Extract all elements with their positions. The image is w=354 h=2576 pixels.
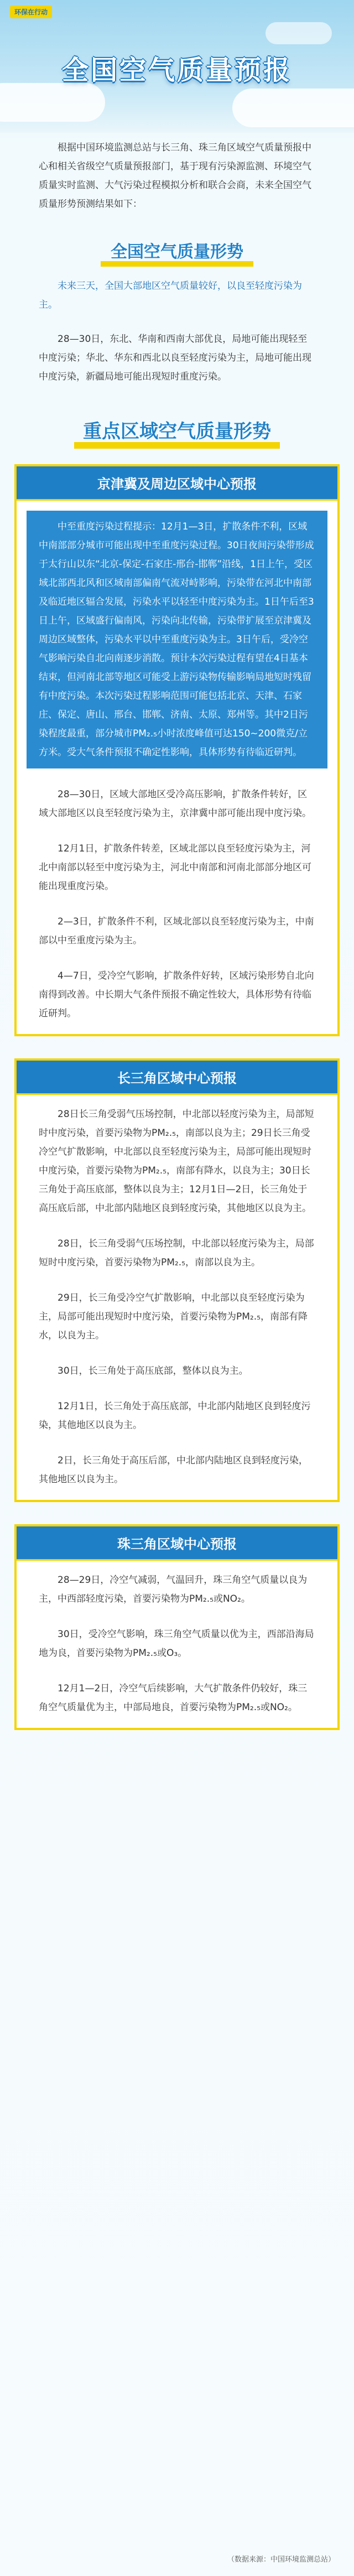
jjj-forecast-box xyxy=(14,464,340,1036)
yrd-paragraph: 2日，长三角处于高压后部，中北部内陆地区良到轻度污染，其他地区以良为主。 xyxy=(39,1455,308,1485)
yrd-paragraph: 28日长三角受弱气压场控制，中北部以轻度污染为主，局部短时中度污染，首要污染物为PM₂.₅，南部以良为主；29日长三角受冷空气扩散影响，中北部以良至轻度污染为主，局部可能出现短时中度污染，首要污染物为PM₂.₅，南部有降水，以良为主；30日长三角处于高压底部，整体以良为主；12月1日—2日，长三角处于高压底后部，中北部内陆地区良到轻度污染，其他地区以良为主。 xyxy=(39,1109,314,1214)
yrd-paragraph: 28日，长三角受弱气压场控制，中北部以轻度污染为主，局部短时中度污染，首要污染物为PM₂.₅，南部以良为主。 xyxy=(39,1238,314,1268)
jjj-paragraph: 2—3日，扩散条件不利，区域北部以良至轻度污染为主，中南部以中至重度污染为主。 xyxy=(39,916,314,946)
jjj-paragraph: 12月1日，扩散条件转差，区域北部以良至轻度污染为主，河北中南部以轻至中度污染为主，河北中南部和河南北部部分地区可能出现重度污染。 xyxy=(39,843,311,892)
jjj-forecast-body xyxy=(27,511,327,1023)
cloud-decoration xyxy=(0,83,105,122)
national-summary: 未来三天，全国大部地区空气质量较好，以良至轻度污染为主。 xyxy=(39,281,302,310)
yrd-paragraph: 30日，长三角处于高压底部，整体以良为主。 xyxy=(58,1365,248,1377)
yrd-forecast-body xyxy=(27,1105,327,1489)
data-source-note: （数据来源：中国环境监测总站） xyxy=(227,2556,335,2564)
jjj-paragraph: 4—7日，受冷空气影响，扩散条件好转，区域污染形势自北向南得到改善。中长期大气条件预报不确定性较大，具体形势有待临近研判。 xyxy=(39,970,314,1019)
prd-forecast-box xyxy=(14,1524,340,1730)
national-section-heading xyxy=(0,238,354,267)
jjj-forecast-title: 京津冀及周边区域中心预报 xyxy=(17,466,337,501)
intro-paragraph: 根据中国环境监测总站与长三角、珠三角区域空气质量预报中心和相关省级空气质量预报部门，基于现有污染源监测、环境空气质量实时监测、大气污染过程模拟分析和联合会商，未来全国空气质量形势预测结果如下： xyxy=(39,142,311,210)
header-banner xyxy=(0,0,354,133)
prd-paragraph: 30日，受冷空气影响，珠三角空气质量以优为主，西部沿海局地为良，首要污染物为PM₂.₅或O₃。 xyxy=(39,1629,314,1659)
prd-forecast-body xyxy=(27,1571,327,1717)
yrd-forecast-title: 长三角区域中心预报 xyxy=(17,1061,337,1095)
yrd-paragraph: 12月1日，长三角处于高压底部，中北部内陆地区良到轻度污染，其他地区以良为主。 xyxy=(39,1401,311,1431)
jjj-paragraph: 28—30日，区域大部地区受冷高压影响，扩散条件转好，区域大部地区以良至轻度污染为主，京津冀中部可能出现中度污染。 xyxy=(39,789,311,819)
cloud-decoration xyxy=(232,89,354,127)
yrd-paragraph: 29日，长三角受冷空气扩散影响，中北部以良至轻度污染为主，局部可能出现短时中度污染，首要污染物为PM₂.₅，南部有降水，以良为主。 xyxy=(39,1292,308,1341)
column-tag: 环保在行动 xyxy=(10,6,52,18)
cloud-decoration xyxy=(266,22,332,44)
prd-paragraph: 28—29日，冷空气减弱，气温回升，珠三角空气质量以良为主，中西部轻度污染，首要污染物为PM₂.₅或NO₂。 xyxy=(39,1575,308,1604)
prd-forecast-title: 珠三角区域中心预报 xyxy=(17,1526,337,1561)
regional-section-heading xyxy=(0,416,354,449)
yrd-forecast-box xyxy=(14,1058,340,1502)
jjj-pollution-alert: 中至重度污染过程提示：12月1—3日，扩散条件不利，区域中南部部分城市可能出现中至重度污染过程。30日夜间污染带形成于太行山以东“北京-保定-石家庄-邢台-邯郸”沿线，1日上午，受区域北部西北风和区域南部偏南气流对峙影响，污染带在河北中南部及临近地区辐合发展，污染水平以轻至中度污染为主。1日午后至3日上午，区域盛行偏南风，污染向北传输，污染带扩展至京津冀及周边区域整体，污染水平以中至重度污染为主。3日午后，受冷空气影响污染自北向南逐步消散。预计本次污染过程有望在4日基本结束，但河南北部等地区可能受上游污染物传输影响局地短时残留有中度污染。本次污染过程影响范围可能包括北京、天津、石家庄、保定、唐山、邢台、邯郸、济南、太原、郑州等。其中2日污染程度最重，部分城市PM₂.₅小时浓度峰值可达150~200微克/立方米。受大气条件预报不确定性影响，具体形势有待临近研判。 xyxy=(27,511,327,768)
regional-section-title: 重点区域空气质量形势 xyxy=(74,416,280,449)
page-title: 全国空气质量预报 xyxy=(61,55,292,86)
national-section-title: 全国空气质量形势 xyxy=(101,238,253,267)
national-detail: 28—30日，东北、华南和西南大部优良，局地可能出现轻至中度污染；华北、华东和西北以良至轻度污染为主，局地可能出现中度污染，新疆局地可能出现短时重度污染。 xyxy=(39,334,311,382)
prd-paragraph: 12月1—2日，冷空气后续影响，大气扩散条件仍较好，珠三角空气质量优为主，中部局地良，首要污染物为PM₂.₅或NO₂。 xyxy=(39,1683,308,1713)
